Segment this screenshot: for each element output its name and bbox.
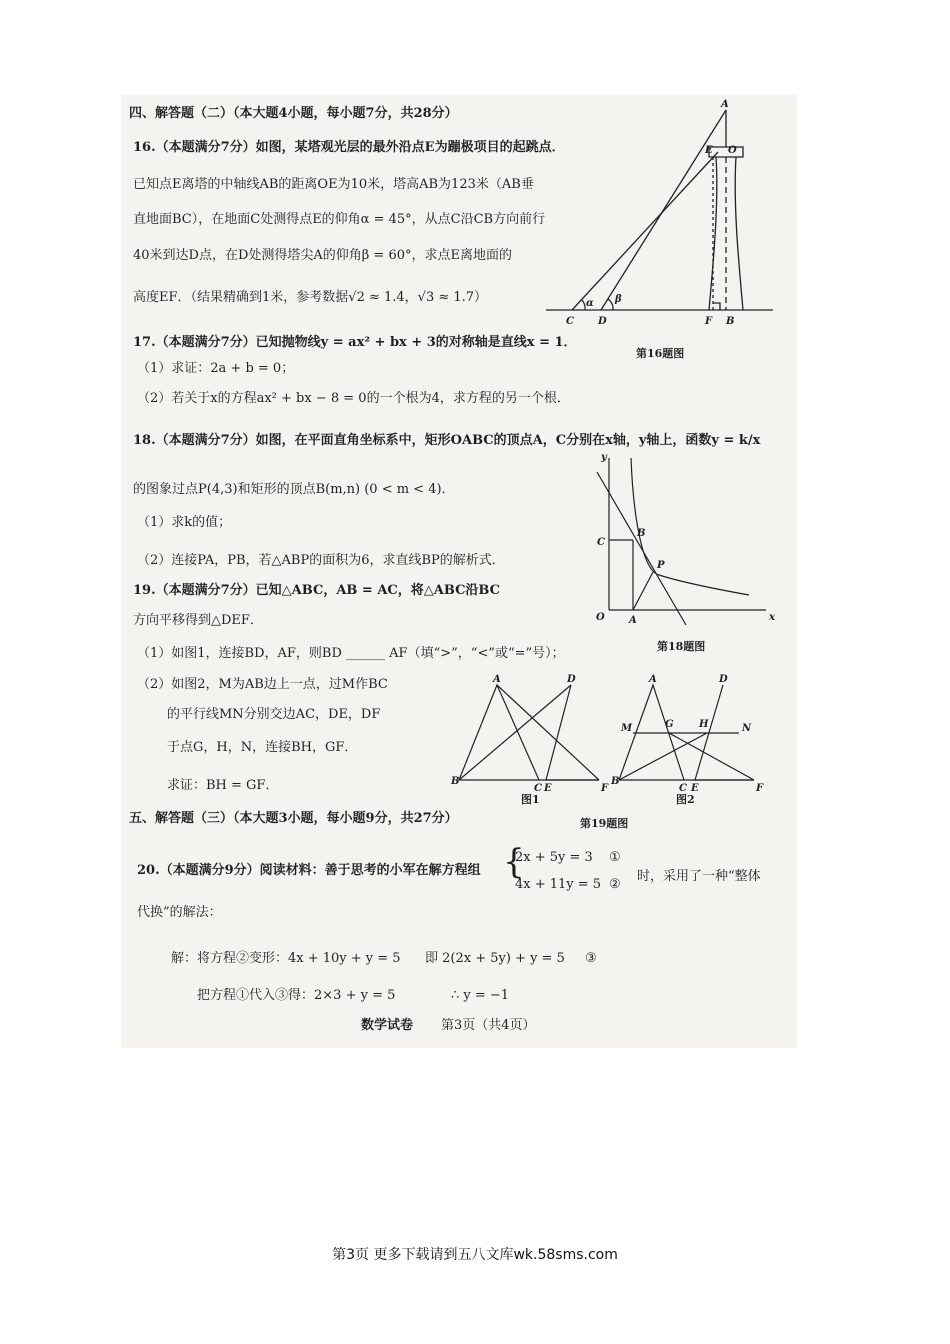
line-da (601, 110, 726, 310)
q18-coordinate-figure (571, 450, 781, 625)
section-4-heading: 四、解答题（二）（本大题4小题，每小题7分，共28分） (129, 106, 458, 121)
q18-line-4: （2）连接PA，PB，若△ABP的面积为6，求直线BP的解析式． (137, 553, 505, 568)
q19-caption: 第19题图 (580, 817, 629, 830)
label-a: A (493, 674, 501, 685)
label-o: O (728, 145, 737, 156)
page-number: 第3页（共4页） (441, 1018, 536, 1033)
label-e: E (705, 145, 713, 156)
q19-line-1: 19.（本题满分7分）已知△ABC，AB = AC，将△ABC沿BC (133, 583, 501, 598)
label-b: B (726, 316, 735, 327)
q16-line-5: 高度EF．（结果精确到1米，参考数据√2 ≈ 1.4，√3 ≈ 1.7） (133, 290, 488, 305)
q16-line-2: 已知点E离塔的中轴线AB的距离OE为10米，塔高AB为123米（AB垂 (133, 177, 534, 192)
q18-caption: 第18题图 (657, 640, 706, 653)
q16-tower-figure (541, 95, 781, 330)
q20-line-2: 代换”的解法： (137, 905, 222, 920)
label-a: A (721, 99, 729, 110)
q20-equation-2-number: ② (609, 877, 621, 892)
hyperbola-curve (631, 458, 749, 595)
system-brace: { (503, 842, 525, 882)
label-c: C (534, 783, 542, 794)
q17-line-3: （2）若关于x的方程ax² + bx − 8 = 0的一个根为4，求方程的另一个根． (137, 391, 570, 406)
q16-line-1: 16.（本题满分7分）如图，某塔观光层的最外沿点E为蹦极项目的起跳点． (133, 140, 565, 155)
label-e: E (544, 783, 552, 794)
segment-af (497, 685, 599, 780)
label-e: E (691, 783, 699, 794)
download-footer: 第3页 更多下载请到五八文库wk.58sms.com (332, 1247, 618, 1263)
q20-step-1: 解：将方程②变形：4x + 10y + y = 5 (171, 951, 401, 966)
q19-line-7: 求证：BH = GF． (167, 778, 279, 793)
q16-line-4: 40米到达D点，在D处测得塔尖A的仰角β = 60°，求点E离地面的 (133, 248, 512, 263)
label-x: x (769, 612, 775, 623)
q16-line-3: 直地面BC），在地面C处测得点E的仰角α = 45°，从点C沿CB方向前行 (133, 212, 546, 227)
label-b: B (611, 776, 620, 787)
label-d: D (719, 674, 728, 685)
q20-equation-2: 4x + 11y = 5 (515, 877, 602, 892)
q20-lead: 20.（本题满分9分）阅读材料：善于思考的小军在解方程组 (137, 863, 481, 878)
q19-figure-1 (451, 675, 611, 805)
label-p: P (657, 560, 665, 571)
label-o: O (596, 612, 605, 623)
label-a: A (629, 615, 637, 626)
scanned-exam-page (121, 95, 797, 1048)
segment-pa (633, 572, 653, 610)
label-f: F (756, 783, 764, 794)
q20-lead-tail: 时，采用了一种“整体 (637, 869, 761, 884)
segment-bd (459, 685, 571, 780)
q19-line-2: 方向平移得到△DEF． (133, 613, 263, 628)
q20-step-1-number: ③ (585, 951, 597, 966)
q19-fig1-label: 图1 (521, 793, 540, 806)
label-b: B (451, 776, 460, 787)
beta-arc (608, 299, 613, 310)
q17-line-2: （1）求证：2a + b = 0； (137, 361, 295, 376)
segment-bh (619, 733, 707, 780)
label-d: D (567, 674, 576, 685)
label-d: D (598, 316, 607, 327)
label-f: F (705, 316, 713, 327)
right-angle-mark (713, 303, 720, 310)
q19-fig2-label: 图2 (676, 793, 695, 806)
page-label: 数学试卷 (361, 1018, 414, 1033)
label-y: y (601, 452, 607, 463)
label-c: C (597, 537, 605, 548)
q18-line-3: （1）求k的值； (137, 515, 232, 530)
label-b: B (637, 528, 646, 539)
line-ce (572, 152, 718, 310)
label-c: C (566, 316, 574, 327)
label-h: H (699, 719, 709, 730)
q20-step-1-equivalent: 即 2(2x + 5y) + y = 5 (425, 951, 565, 966)
line-bp (597, 472, 686, 625)
tower-left-outline (709, 157, 717, 310)
q19-line-5: 的平行线MN分别交边AC，DE，DF (167, 707, 381, 722)
label-f: F (601, 783, 609, 794)
q20-equation-1: 2x + 5y = 3 (515, 850, 593, 865)
label-beta: β (615, 294, 622, 305)
label-n: N (742, 723, 752, 734)
triangle-abc (459, 685, 539, 780)
q19-line-6: 于点G，H，N，连接BH，GF． (167, 740, 358, 755)
label-alpha: α (586, 298, 594, 309)
label-a: A (649, 674, 657, 685)
tower-right-outline (735, 157, 743, 310)
q16-caption: 第16题图 (636, 347, 685, 360)
q20-step-2: 把方程①代入③得：2×3 + y = 5 (197, 988, 396, 1003)
q19-figure-2 (609, 675, 769, 805)
label-g: G (665, 719, 674, 730)
alpha-arc (582, 300, 585, 310)
label-c: C (679, 783, 687, 794)
section-5-heading: 五、解答题（三）（本大题3小题，每小题9分，共27分） (129, 811, 458, 826)
label-m: M (621, 723, 633, 734)
q18-line-2: 的图象过点P(4,3)和矩形的顶点B(m,n) (0 < m < 4)． (133, 482, 455, 497)
q19-line-4: （2）如图2，M为AB边上一点，过M作BC (137, 677, 388, 692)
q20-equation-1-number: ① (609, 850, 621, 865)
q20-step-2-result: ∴ y = −1 (451, 988, 510, 1003)
q17-line-1: 17.（本题满分7分）已知抛物线y = ax² + bx + 3的对称轴是直线x = 1． (133, 335, 577, 350)
q18-line-1: 18.（本题满分7分）如图，在平面直角坐标系中，矩形OABC的顶点A，C分别在x轴，y轴上，函数y = k/x (133, 433, 761, 448)
q19-line-3: （1）如图1，连接BD，AF，则BD ______ AF（填“>”，“<”或“=”号）； (137, 646, 565, 661)
